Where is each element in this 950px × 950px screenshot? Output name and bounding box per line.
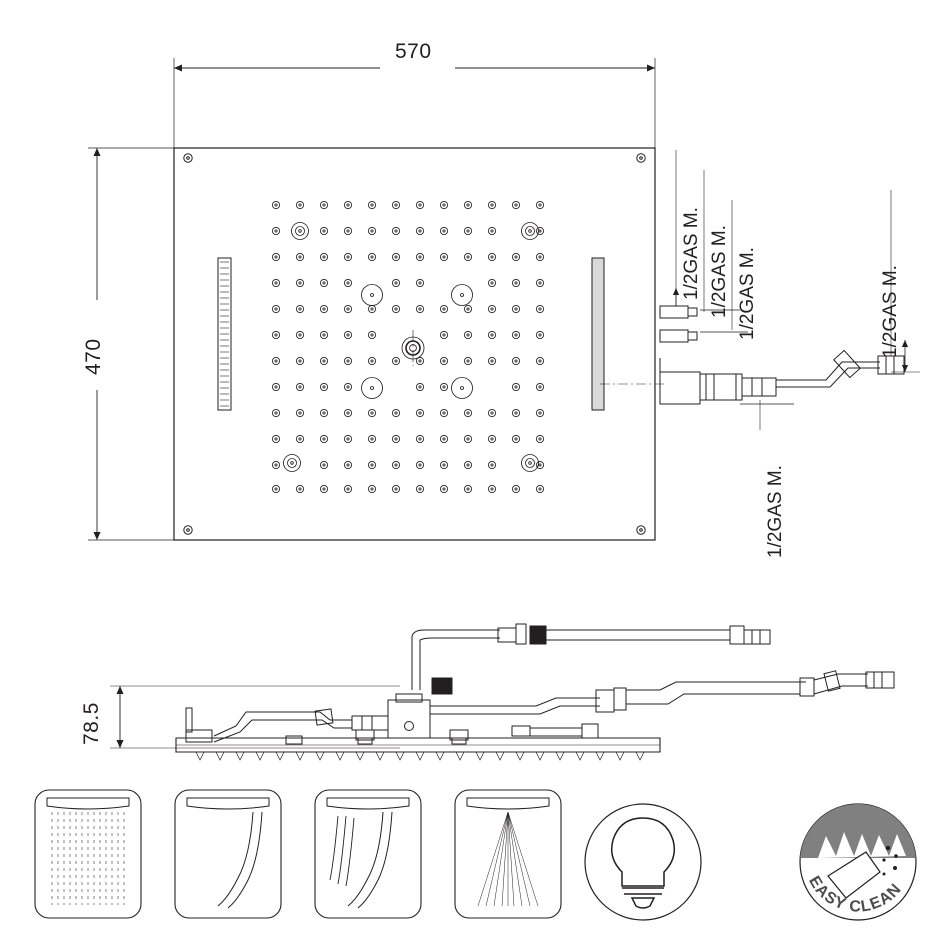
mist-nebula-icon bbox=[467, 798, 549, 906]
dimension-height-label: 470 bbox=[82, 338, 105, 375]
gas-connection-label-1: 1/2GAS M. bbox=[681, 207, 702, 300]
rain-spray-icon bbox=[47, 798, 129, 905]
gas-connection-label-2: 1/2GAS M. bbox=[709, 225, 730, 318]
dimension-thickness-label: 78.5 bbox=[80, 702, 103, 745]
waterfall-blade-icon bbox=[327, 798, 409, 908]
svg-text:EASY CLEAN: EASY CLEAN bbox=[805, 873, 906, 916]
light-bulb-icon bbox=[612, 818, 675, 908]
dimension-width-label: 570 bbox=[395, 40, 432, 63]
gas-connection-label-4: 1/2GAS M. bbox=[880, 265, 901, 358]
waterfall-cascade-icon bbox=[187, 798, 269, 908]
gas-connection-label-3: 1/2GAS M. bbox=[737, 247, 758, 340]
gas-connection-label-5: 1/2GAS M. bbox=[765, 465, 786, 558]
